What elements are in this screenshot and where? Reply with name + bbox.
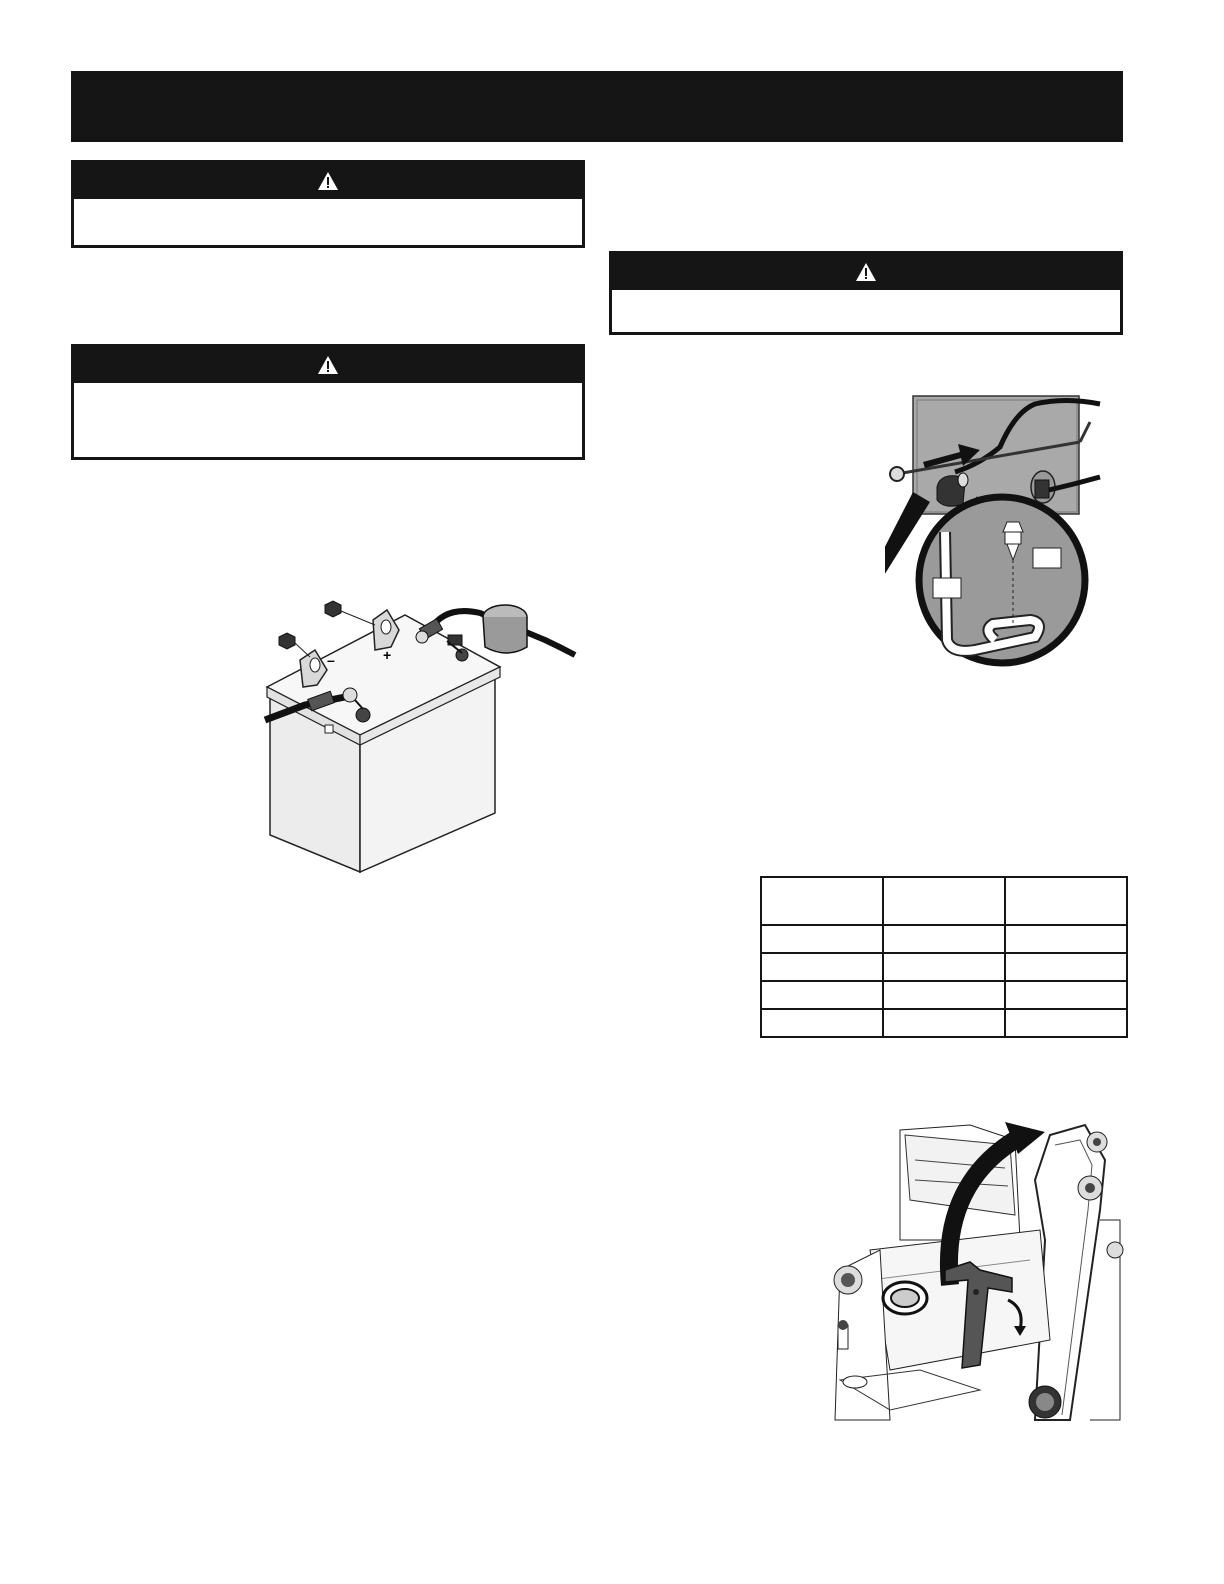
warning-box (609, 251, 1123, 335)
table-header-cell (1005, 877, 1127, 925)
warning-triangle-icon (855, 262, 877, 282)
table-cell (1005, 925, 1127, 953)
table-cell (1005, 953, 1127, 981)
warning-text (74, 383, 582, 403)
page-title (71, 71, 1123, 115)
callout-box (933, 578, 961, 598)
table-cell (761, 1009, 883, 1037)
warning-triangle-icon (317, 171, 339, 191)
warning-triangle-icon (317, 355, 339, 375)
battery-negative-label: – (327, 652, 335, 668)
battery-illustration (255, 595, 585, 875)
warning-box (71, 344, 585, 460)
warning-text (612, 290, 1120, 310)
table-cell (1005, 1009, 1127, 1037)
spec-table (760, 876, 1128, 1038)
table-cell (761, 953, 883, 981)
table-cell (883, 953, 1005, 981)
table-row (761, 925, 1127, 953)
warning-text (74, 199, 582, 219)
table-header-cell (883, 877, 1005, 925)
table-header-row (761, 877, 1127, 925)
warning-header (74, 163, 582, 199)
warning-box (71, 160, 585, 248)
table-cell (761, 981, 883, 1009)
table-cell (761, 925, 883, 953)
table-row (761, 981, 1127, 1009)
table-header-cell (761, 877, 883, 925)
table-row (761, 953, 1127, 981)
cable-detail-illustration (885, 392, 1110, 672)
table-row (761, 1009, 1127, 1037)
table-cell (1005, 981, 1127, 1009)
battery-positive-label: + (383, 647, 392, 663)
table-cell (883, 1009, 1005, 1037)
warning-header (74, 347, 582, 383)
page-header-bar (71, 71, 1123, 142)
callout-box (1033, 548, 1061, 568)
lever-illustration (830, 1120, 1125, 1425)
table-cell (883, 925, 1005, 953)
table-cell (883, 981, 1005, 1009)
warning-header (612, 254, 1120, 290)
